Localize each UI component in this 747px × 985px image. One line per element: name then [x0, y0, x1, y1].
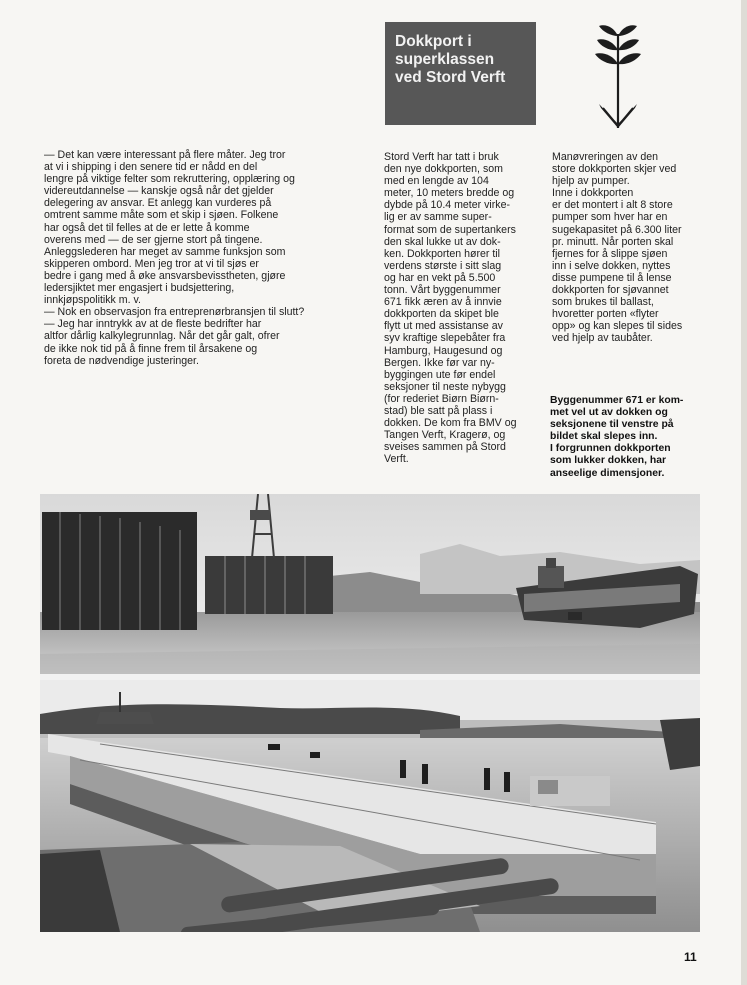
leaf-emblem-icon — [591, 22, 645, 132]
headline-line: superklassen — [395, 51, 495, 68]
article-column-left: — Det kan være interessant på flere måter. Jeg tror at vi i shipping i den senere tid er nådd en del lengre på viktige felter som rekruttering, opplæring og videreutdannelse — kanskje også når det gjelder delegering av ansvar. Et anlegg kan vurderes på omtrent samme måte som et skip i sjøen. Folkene har også det til felles at de er lette å komme overens med — de ser gjerne stort på tingene. Anleggslederen har meget av samme funksjon som skipperen ombord. Men jeg tror at vi til sjøs er bedre i gang med å øke ansvarsbevisstheten, gjøre ledersjiktet mer engasjert i budsjettering, innkjøpspolitikk m. v. — Nok en observasjon fra entreprenørbransjen til slutt? — Jeg har inntrykk av at de fleste bedrifter har altfor dårlig kalkylegrunnlag. Når det går galt, ofrer de ikke nok tid på å finne frem til årsakene og foreta de nødvendige justeringer. — [44, 149, 305, 367]
article-column-right: Manøvreringen av den store dokkporten skjer ved hjelp av pumper. Inne i dokkporten er det montert i alt 8 store pumper som hver har en sugekapasitet på 6.300 liter pr. minutt. Når porten skal fjernes for å slippe sjøen inn i selve dokken, nyttes disse pumpene til å lense dokkporten for sjøvannet som brukes til ballast, hvoretter porten «flyter opp» og kan slepes til sides ved hjelp av taubåter. — [552, 151, 683, 345]
page-number: 11 — [684, 950, 697, 964]
article-headline — [385, 22, 536, 125]
headline-line: Dokkport i — [395, 33, 472, 50]
headline-line: ved Stord Verft — [395, 69, 506, 86]
photo-caption: Byggenummer 671 er kom- met vel ut av dokken og seksjonene til venstre på bildet skal slepes inn. I forgrunnen dokkporten som lukker dokken, har anseelige dimensjoner. — [550, 395, 684, 479]
page-edge — [741, 0, 747, 985]
article-column-middle: Stord Verft har tatt i bruk den nye dokkporten, som med en lengde av 104 meter, 10 meters bredde og dybde på 10.4 meter virke- lig er av samme super- format som de supertankers den skal lukke ut av dok- ken. Dokkporten hører til verdens største i sitt slag og har en vekt på 5.500 tonn. Vårt byggenummer 671 fikk æren av å innvie dokkporten da skipet ble flytt ut med assistanse av syv kraftige slepebåter fra Hamburg, Haugesund og Bergen. Ikke før var ny- byggingen ute før endel seksjoner til neste nybygg (for rederiet Biørn Biørn- stad) ble satt på plass i dokken. De kom fra BMV og Tangen Verft, Kragerø, og sveises sammen på Stord Verft. — [384, 151, 517, 466]
shipyard-photo — [40, 494, 700, 932]
